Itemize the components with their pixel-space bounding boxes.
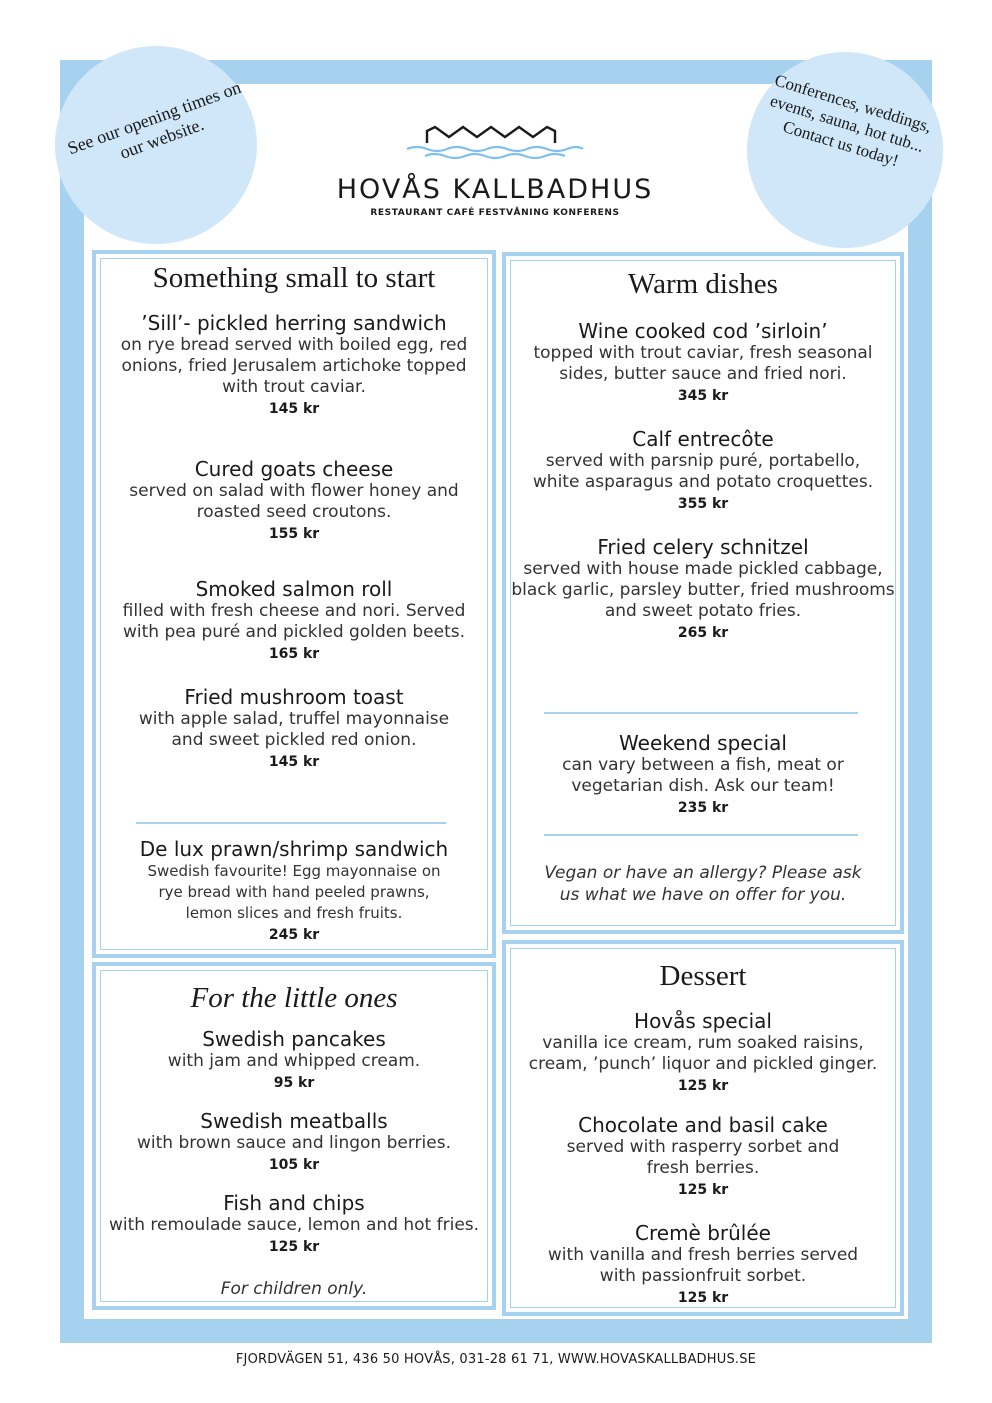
item-price: 145 kr — [268, 401, 320, 417]
item-price: 235 kr — [677, 800, 729, 816]
item-description: vanilla ice cream, rum soaked raisins, cream, ’punch’ liquor and pickled ginger. — [528, 1033, 878, 1074]
opening-times-bubble — [55, 46, 257, 244]
item-price: 245 kr — [268, 927, 320, 943]
divider — [544, 712, 858, 714]
menu-item — [126, 686, 462, 773]
item-name: Fried mushroom toast — [184, 685, 404, 709]
item-description: with jam and whipped cream. — [167, 1051, 421, 1071]
item-description: with apple salad, truffel mayonnaise and sweet pickled red onion. — [138, 709, 450, 750]
allergy-note: Vegan or have an allergy? Please ask us what we have on offer for you. — [544, 863, 862, 905]
menu-item — [528, 428, 878, 515]
brand-name: HOVÅS KALLBADHUS — [336, 174, 654, 205]
menu-item — [102, 1192, 486, 1258]
item-price: 125 kr — [677, 1182, 729, 1198]
menu-item — [116, 458, 472, 545]
item-name: Hovås special — [634, 1009, 772, 1033]
item-description: with remoulade sauce, lemon and hot fries. — [108, 1215, 480, 1235]
brand-tagline: RESTAURANT CAFÉ FESTVÅNING KONFERENS — [370, 208, 620, 218]
item-name: Swedish meatballs — [200, 1109, 388, 1133]
menu-item — [566, 1114, 840, 1201]
item-price: 265 kr — [677, 625, 729, 641]
item-price: 155 kr — [268, 526, 320, 542]
opening-times-text: See our opening times on our website. — [64, 76, 244, 163]
item-name: Fried celery schnitzel — [597, 535, 809, 559]
menu-item — [110, 312, 478, 420]
item-price: 125 kr — [677, 1078, 729, 1094]
menu-item — [542, 1222, 864, 1309]
events-text: Conferences, weddings, events, sauna, hot tub... Contact us today! — [767, 70, 934, 171]
item-name: Weekend special — [619, 731, 787, 755]
children-note: For children only. — [220, 1279, 368, 1299]
item-name: Cremè brûlée — [635, 1221, 771, 1245]
section-title: Dessert — [659, 960, 747, 992]
item-price: 345 kr — [677, 388, 729, 404]
footer-address: FJORDVÄGEN 51, 436 50 HOVÅS, 031-28 61 71, WWW.HOVASKALLBADHUS.SE — [235, 1352, 757, 1367]
bathhouse-logo-icon — [405, 125, 585, 163]
starters-section — [92, 250, 496, 958]
item-price: 355 kr — [677, 496, 729, 512]
item-name: ’Sill’- pickled herring sandwich — [141, 311, 447, 335]
item-description: can vary between a fish, meat or vegetarian dish. Ask our team! — [562, 755, 844, 796]
item-price: 165 kr — [268, 646, 320, 662]
item-description: topped with trout caviar, fresh seasonal sides, butter sauce and fried nori. — [533, 343, 873, 384]
menu-item — [556, 732, 850, 819]
menu-item — [136, 838, 452, 946]
item-price: 95 kr — [273, 1075, 315, 1091]
item-name: Cured goats cheese — [194, 457, 394, 481]
menu-item — [106, 1028, 482, 1094]
item-description: served on salad with flower honey and roasted seed croutons. — [129, 481, 459, 522]
item-price: 145 kr — [268, 754, 320, 770]
section-title: For the little ones — [190, 982, 398, 1014]
item-name: Smoked salmon roll — [195, 577, 393, 601]
item-name: Swedish pancakes — [202, 1027, 386, 1051]
item-name: Chocolate and basil cake — [578, 1113, 828, 1137]
divider — [544, 834, 858, 836]
item-description: on rye bread served with boiled egg, red onions, fried Jerusalem artichoke topped with trout caviar. — [120, 335, 468, 397]
section-title: Warm dishes — [628, 268, 778, 300]
item-description: with brown sauce and lingon berries. — [137, 1133, 451, 1153]
item-description: with vanilla and fresh berries served with passionfruit sorbet. — [547, 1245, 859, 1286]
item-description: Swedish favourite! Egg mayonnaise on rye bread with hand peeled prawns, lemon slices and fresh fruits. — [147, 862, 441, 922]
item-price: 125 kr — [268, 1239, 320, 1255]
item-price: 105 kr — [268, 1157, 320, 1173]
item-price: 125 kr — [677, 1290, 729, 1306]
item-description: served with parsnip puré, portabello, white asparagus and potato croquettes. — [532, 451, 874, 492]
menu-item — [524, 1010, 882, 1097]
menu-item — [106, 1110, 482, 1176]
item-description: served with house made pickled cabbage, black garlic, parsley butter, fried mushrooms and sweet potato fries. — [511, 559, 895, 621]
dessert-section — [502, 940, 904, 1316]
item-name: Calf entrecôte — [632, 427, 774, 451]
item-name: Wine cooked cod ’sirloin’ — [578, 319, 828, 343]
warm-dishes-section — [502, 252, 904, 934]
menu-item — [110, 578, 478, 665]
menu-item — [510, 536, 896, 644]
events-bubble — [747, 52, 943, 248]
item-name: Fish and chips — [223, 1191, 365, 1215]
item-description: served with rasperry sorbet and fresh berries. — [566, 1137, 840, 1178]
divider — [136, 822, 446, 824]
kids-section — [92, 962, 496, 1310]
menu-item — [528, 320, 878, 407]
item-name: De lux prawn/shrimp sandwich — [139, 837, 449, 861]
item-description: filled with fresh cheese and nori. Served with pea puré and pickled golden beets. — [122, 601, 466, 642]
logo — [320, 125, 670, 230]
section-title: Something small to start — [152, 262, 436, 294]
